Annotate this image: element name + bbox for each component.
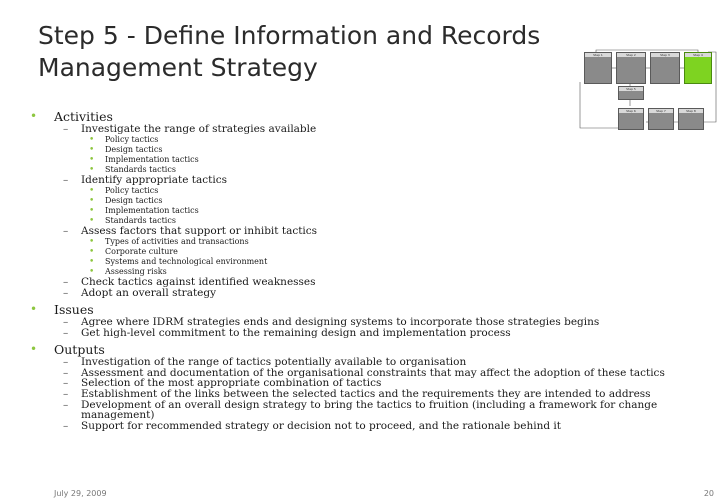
list-subitem: • Standards tactics	[89, 215, 176, 226]
bullet-icon: •	[89, 185, 95, 196]
diagram-step-box-current: Step 4	[684, 52, 712, 84]
dash-icon: –	[63, 123, 69, 135]
bullet-icon: •	[89, 266, 95, 277]
bullet-icon: •	[89, 134, 95, 145]
bullet-icon: •	[89, 215, 95, 226]
list-subitem: • Standards tactics	[89, 164, 176, 175]
list-subitem: • Assessing risks	[89, 266, 167, 277]
dash-icon: –	[63, 398, 69, 411]
section-issues	[30, 302, 710, 317]
diagram-step-box: Step 6	[618, 108, 644, 130]
bullet-icon: •	[89, 195, 95, 206]
bullet-icon: •	[89, 256, 95, 267]
diagram-step-box: Step 7	[648, 108, 674, 130]
list-subitem: • Types of activities and transactions	[89, 236, 249, 247]
dash-icon: –	[63, 366, 69, 379]
bullet-icon: •	[89, 246, 95, 257]
bullet-icon: •	[89, 144, 95, 155]
list-item: – Assess factors that support or inhibit tactics	[63, 224, 318, 237]
list-item: – Development of an overall design strategy to bring the tactics to fruition (including a framework for change management)	[63, 398, 658, 422]
list-subitem: • Systems and technological environment	[89, 256, 268, 267]
dash-icon: –	[63, 316, 69, 329]
dash-icon: –	[63, 173, 69, 186]
list-subitem: • Implementation tactics	[89, 154, 199, 165]
section-label: Issues	[54, 302, 94, 318]
diagram-step-box: Step 5	[618, 86, 644, 100]
dash-icon: –	[63, 356, 69, 369]
list-item: – Selection of the most appropriate combination of tactics	[63, 377, 382, 390]
dash-icon: –	[63, 275, 69, 288]
slide-body	[30, 108, 710, 431]
list-subitem: • Policy tactics	[89, 134, 159, 145]
slide-title	[38, 20, 578, 84]
list-item: – Adopt an overall strategy	[63, 286, 217, 299]
list-item: – Support for recommended strategy or decision not to proceed, and the rationale behind it	[63, 419, 561, 432]
list-item: – Establishment of the links between the selected tactics and the requirements they are intended to address	[63, 388, 651, 401]
diagram-step-box: Step 8	[678, 108, 704, 130]
bullet-icon: •	[89, 205, 95, 216]
title-line-2: Management Strategy	[38, 53, 318, 82]
dash-icon: –	[63, 224, 69, 237]
footer-date: July 29, 2009	[54, 489, 107, 498]
diagram-step-box: Step 3	[650, 52, 680, 84]
bullet-icon: •	[30, 302, 38, 317]
dash-icon: –	[63, 326, 69, 339]
bullet-icon: •	[30, 342, 38, 357]
list-subitem: • Design tactics	[89, 195, 163, 206]
list-item: – Agree where IDRM strategies ends and designing systems to incorporate those strategies begins	[63, 316, 600, 329]
list-item: – Check tactics against identified weaknesses	[63, 275, 316, 288]
list-item: – Get high-level commitment to the remaining design and implementation process	[63, 326, 511, 339]
diagram-step-box: Step 2	[616, 52, 646, 84]
list-item: – Identify appropriate tactics	[63, 173, 227, 186]
list-subitem: • Corporate culture	[89, 246, 178, 257]
list-item: – Assessment and documentation of the organisational constraints that may affect the adoption of these tactics	[63, 366, 665, 379]
list-subitem: • Policy tactics	[89, 185, 159, 196]
title-line-1: Step 5 - Define Information and Records	[38, 21, 541, 50]
section-activities	[30, 109, 710, 124]
diagram-step-box: Step 1	[584, 52, 612, 84]
list-item: – Investigation of the range of tactics potentially available to organisation	[63, 356, 467, 369]
list-subitem: • Design tactics	[89, 144, 163, 155]
bullet-icon: •	[89, 164, 95, 175]
bullet-icon: •	[30, 109, 38, 123]
list-item: – Investigate the range of strategies available	[63, 123, 317, 135]
bullet-icon: •	[89, 236, 95, 247]
section-outputs	[30, 342, 710, 357]
list-subitem: • Implementation tactics	[89, 205, 199, 216]
page-number: 20	[703, 489, 714, 498]
bullet-icon: •	[89, 154, 95, 165]
dash-icon: –	[63, 388, 69, 401]
section-label: Activities	[54, 109, 113, 124]
dash-icon: –	[63, 419, 69, 432]
dash-icon: –	[63, 377, 69, 390]
dash-icon: –	[63, 286, 69, 299]
section-label: Outputs	[54, 342, 105, 358]
